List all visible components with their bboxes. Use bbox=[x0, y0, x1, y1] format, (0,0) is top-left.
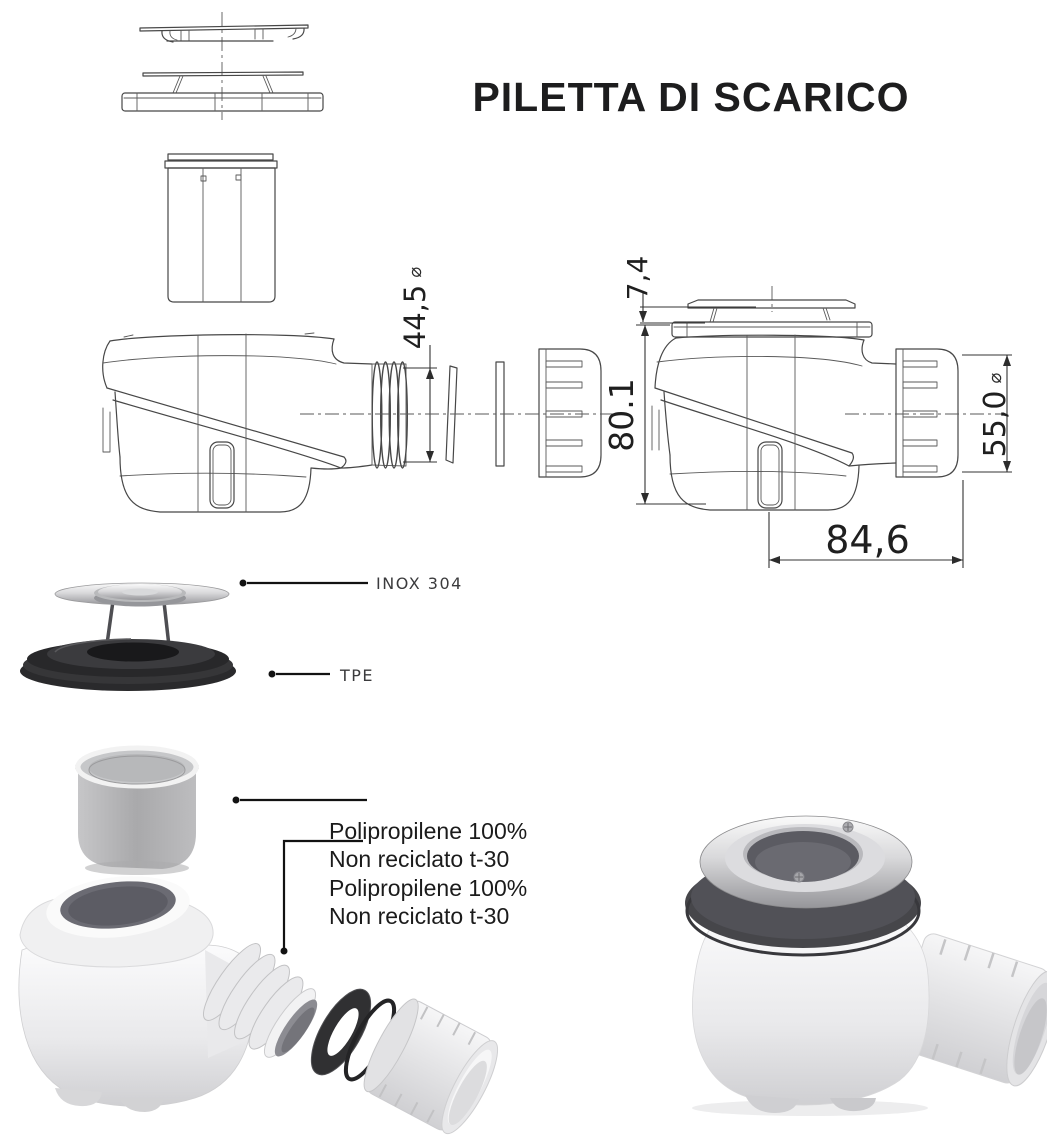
dim-thread-diameter bbox=[398, 248, 432, 368]
material-label-inox: INOX 304 bbox=[376, 574, 463, 593]
cap-section-drawing bbox=[140, 12, 308, 58]
body-material-line2: Non reciclato t-30 bbox=[329, 903, 510, 929]
dim-total-length bbox=[795, 520, 940, 560]
dim-cover-height bbox=[622, 248, 652, 308]
dim-thread-diameter-value: 44,5 bbox=[398, 284, 432, 350]
dim-nut-diameter bbox=[979, 353, 1011, 477]
pp-cup-render bbox=[76, 747, 198, 875]
dim-total-height-value: 80.1 bbox=[601, 378, 641, 452]
flange-section-drawing bbox=[122, 62, 323, 120]
dim-total-length-value: 84,6 bbox=[825, 518, 910, 562]
material-label-body bbox=[329, 874, 527, 930]
screw-bottom bbox=[794, 872, 804, 882]
diameter-symbol: ⌀ bbox=[404, 266, 426, 278]
exploded-trap-drawing bbox=[103, 333, 625, 512]
screw-top bbox=[843, 822, 853, 832]
dim-total-height bbox=[601, 362, 641, 468]
material-label-cup bbox=[329, 817, 527, 873]
diameter-symbol: ⌀ bbox=[984, 372, 1006, 384]
leader-line-cup bbox=[233, 797, 368, 804]
dim-nut-diameter-value: 55,0 bbox=[977, 390, 1013, 458]
cup-material-line1: Polipropilene 100% bbox=[329, 818, 528, 844]
tpe-gasket-render bbox=[20, 639, 236, 691]
cup-section-drawing bbox=[165, 154, 277, 302]
cup-material-line2: Non reciclato t-30 bbox=[329, 846, 510, 872]
dim-cover-height-value: 7,4 bbox=[620, 255, 654, 301]
material-label-tpe: TPE bbox=[340, 666, 375, 685]
page-title: PILETTA DI SCARICO bbox=[472, 74, 910, 120]
leader-line-inox bbox=[240, 580, 369, 587]
assembled-product-photo bbox=[685, 816, 1047, 1116]
body-material-line1: Polipropilene 100% bbox=[329, 875, 528, 901]
leader-line-tpe bbox=[269, 671, 331, 678]
